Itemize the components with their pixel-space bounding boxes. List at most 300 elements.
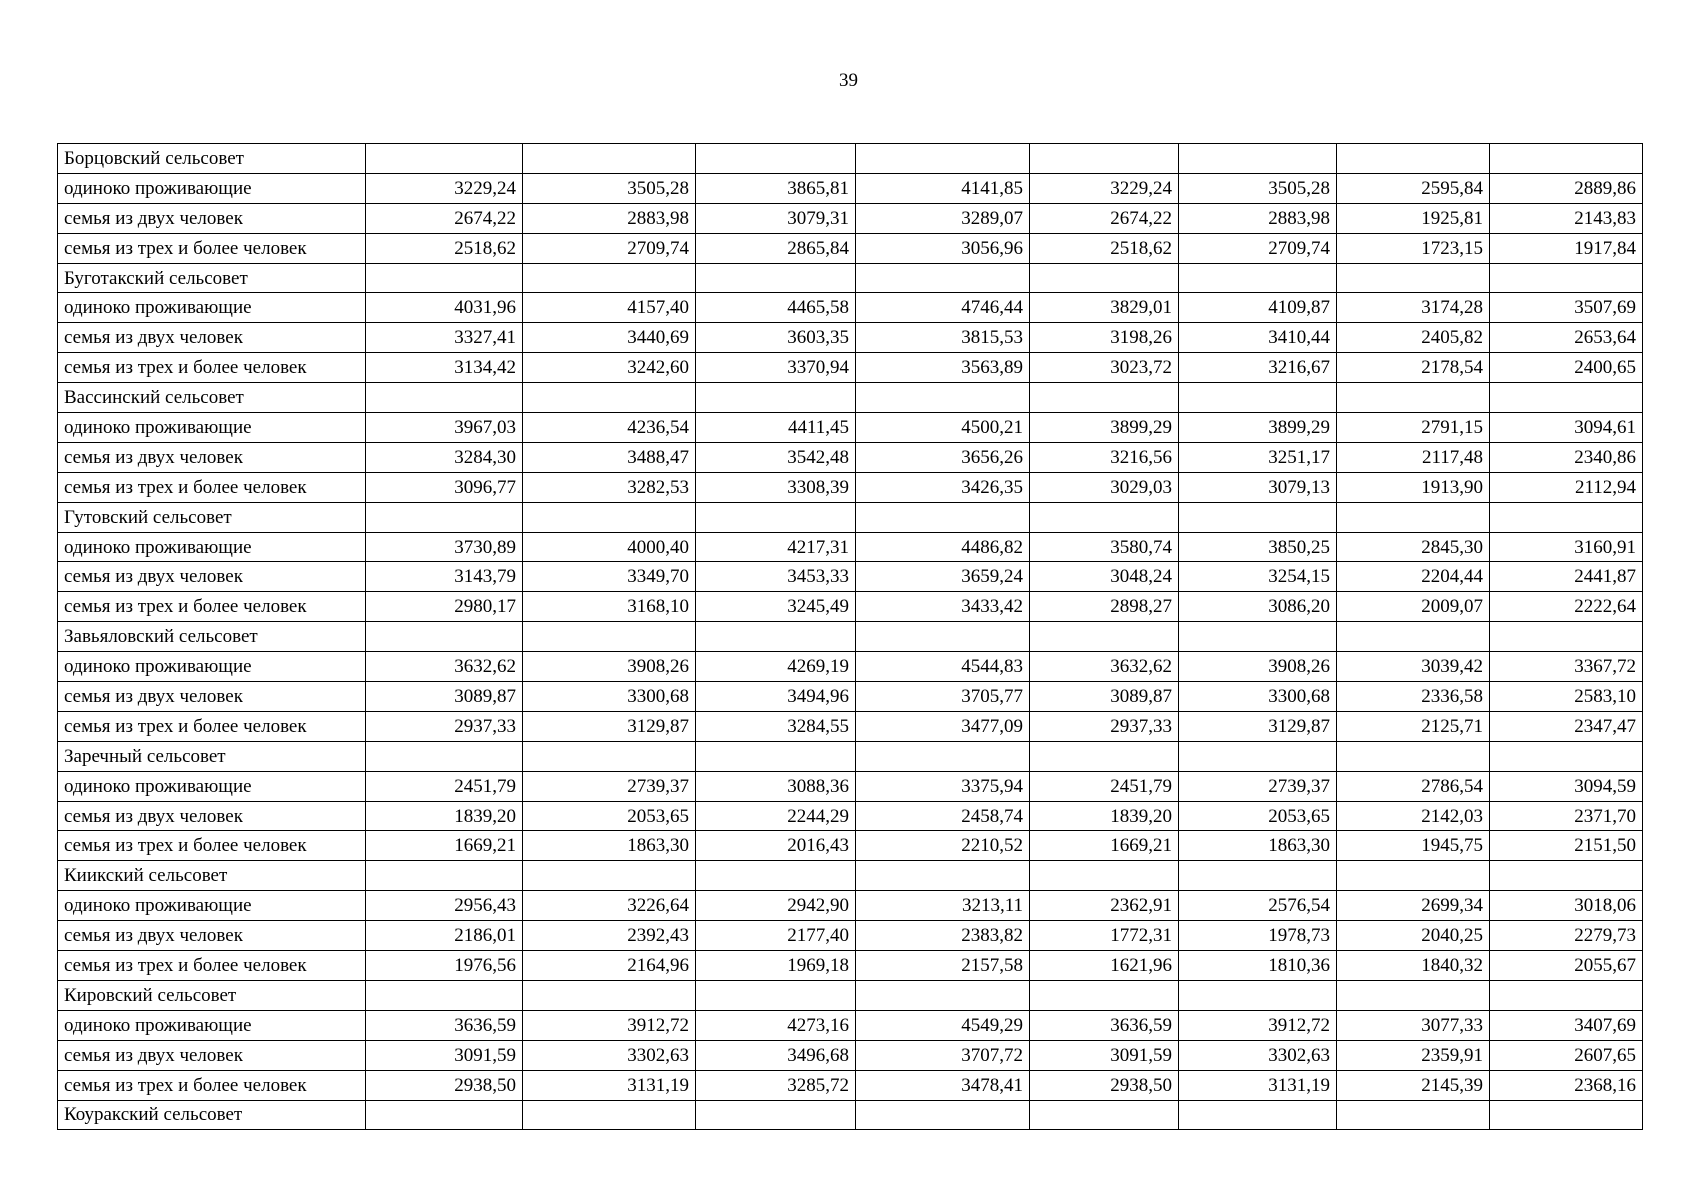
row-label-cell: семья из трех и более человек xyxy=(58,711,366,741)
table-row xyxy=(58,831,1643,861)
value-cell: 3908,26 xyxy=(523,652,696,682)
section-header-row xyxy=(58,741,1643,771)
value-cell: 2458,74 xyxy=(856,801,1030,831)
value-cell xyxy=(856,263,1030,293)
value-cell: 3505,28 xyxy=(1179,173,1337,203)
value-cell xyxy=(366,502,523,532)
value-cell: 4000,40 xyxy=(523,532,696,562)
value-cell: 3131,19 xyxy=(523,1070,696,1100)
value-cell: 3174,28 xyxy=(1337,293,1490,323)
value-cell xyxy=(1490,1100,1643,1130)
value-cell xyxy=(696,741,856,771)
value-cell xyxy=(1030,622,1179,652)
value-cell xyxy=(696,383,856,413)
value-cell: 3129,87 xyxy=(523,711,696,741)
section-header-row xyxy=(58,861,1643,891)
section-title-cell: Кировский сельсовет xyxy=(58,980,366,1010)
section-header-row xyxy=(58,144,1643,174)
value-cell: 3494,96 xyxy=(696,682,856,712)
value-cell xyxy=(1490,622,1643,652)
value-cell: 3370,94 xyxy=(696,353,856,383)
value-cell: 1863,30 xyxy=(1179,831,1337,861)
value-cell: 3300,68 xyxy=(1179,682,1337,712)
value-cell: 3477,09 xyxy=(856,711,1030,741)
value-cell: 3284,30 xyxy=(366,442,523,472)
value-cell xyxy=(1179,1100,1337,1130)
value-cell: 2400,65 xyxy=(1490,353,1643,383)
row-label-cell: одиноко проживающие xyxy=(58,1010,366,1040)
value-cell xyxy=(1337,1100,1490,1130)
value-cell: 3094,59 xyxy=(1490,771,1643,801)
value-cell: 3505,28 xyxy=(523,173,696,203)
table-row xyxy=(58,771,1643,801)
value-cell: 2383,82 xyxy=(856,921,1030,951)
value-cell xyxy=(856,144,1030,174)
value-cell: 3289,07 xyxy=(856,203,1030,233)
value-cell: 2151,50 xyxy=(1490,831,1643,861)
value-cell: 3056,96 xyxy=(856,233,1030,263)
section-title-cell: Буготакский сельсовет xyxy=(58,263,366,293)
value-cell: 2739,37 xyxy=(523,771,696,801)
value-cell xyxy=(523,741,696,771)
value-cell xyxy=(856,980,1030,1010)
row-label-cell: семья из двух человек xyxy=(58,682,366,712)
value-cell: 3327,41 xyxy=(366,323,523,353)
value-cell: 2889,86 xyxy=(1490,173,1643,203)
value-cell: 3134,42 xyxy=(366,353,523,383)
value-cell: 3899,29 xyxy=(1179,413,1337,443)
value-cell: 2125,71 xyxy=(1337,711,1490,741)
value-cell: 3018,06 xyxy=(1490,891,1643,921)
value-cell xyxy=(1179,144,1337,174)
value-cell: 2583,10 xyxy=(1490,682,1643,712)
value-cell: 3086,20 xyxy=(1179,592,1337,622)
value-cell: 3251,17 xyxy=(1179,442,1337,472)
value-cell: 1863,30 xyxy=(523,831,696,861)
table-row xyxy=(58,921,1643,951)
row-label-cell: семья из трех и более человек xyxy=(58,831,366,861)
value-cell: 3229,24 xyxy=(1030,173,1179,203)
value-cell: 3308,39 xyxy=(696,472,856,502)
value-cell: 2845,30 xyxy=(1337,532,1490,562)
section-header-row xyxy=(58,1100,1643,1130)
section-title-cell: Вассинский сельсовет xyxy=(58,383,366,413)
value-cell xyxy=(1030,1100,1179,1130)
value-cell: 2405,82 xyxy=(1337,323,1490,353)
table-row xyxy=(58,682,1643,712)
value-cell xyxy=(1179,741,1337,771)
value-cell: 3632,62 xyxy=(1030,652,1179,682)
section-header-row xyxy=(58,263,1643,293)
value-cell xyxy=(1337,980,1490,1010)
value-cell: 2451,79 xyxy=(366,771,523,801)
value-cell xyxy=(366,383,523,413)
value-cell: 2898,27 xyxy=(1030,592,1179,622)
value-cell: 3707,72 xyxy=(856,1040,1030,1070)
value-cell xyxy=(1337,502,1490,532)
value-cell xyxy=(1030,263,1179,293)
value-cell: 3091,59 xyxy=(366,1040,523,1070)
value-cell: 3300,68 xyxy=(523,682,696,712)
value-cell xyxy=(1490,980,1643,1010)
value-cell: 2699,34 xyxy=(1337,891,1490,921)
table-row xyxy=(58,562,1643,592)
page-number: 39 xyxy=(839,70,858,91)
table-row xyxy=(58,801,1643,831)
value-cell: 4465,58 xyxy=(696,293,856,323)
table-body xyxy=(58,144,1643,1130)
value-cell: 1925,81 xyxy=(1337,203,1490,233)
value-cell: 2009,07 xyxy=(1337,592,1490,622)
value-cell: 2956,43 xyxy=(366,891,523,921)
row-label-cell: одиноко проживающие xyxy=(58,652,366,682)
value-cell: 2709,74 xyxy=(523,233,696,263)
value-cell: 3282,53 xyxy=(523,472,696,502)
value-cell xyxy=(1030,861,1179,891)
table-row xyxy=(58,951,1643,981)
value-cell: 3829,01 xyxy=(1030,293,1179,323)
value-cell: 1723,15 xyxy=(1337,233,1490,263)
value-cell: 2709,74 xyxy=(1179,233,1337,263)
value-cell: 3302,63 xyxy=(1179,1040,1337,1070)
value-cell: 3229,24 xyxy=(366,173,523,203)
value-cell xyxy=(1179,263,1337,293)
value-cell: 4273,16 xyxy=(696,1010,856,1040)
value-cell xyxy=(523,861,696,891)
value-cell xyxy=(1337,861,1490,891)
value-cell: 2371,70 xyxy=(1490,801,1643,831)
table-row xyxy=(58,1040,1643,1070)
value-cell xyxy=(696,1100,856,1130)
value-cell: 3632,62 xyxy=(366,652,523,682)
value-cell: 2164,96 xyxy=(523,951,696,981)
section-title-cell: Завьяловский сельсовет xyxy=(58,622,366,652)
value-cell xyxy=(1490,383,1643,413)
value-cell: 4157,40 xyxy=(523,293,696,323)
value-cell: 3242,60 xyxy=(523,353,696,383)
value-cell: 3048,24 xyxy=(1030,562,1179,592)
value-cell xyxy=(1337,741,1490,771)
value-cell: 2518,62 xyxy=(366,233,523,263)
value-cell: 3216,67 xyxy=(1179,353,1337,383)
table-row xyxy=(58,442,1643,472)
value-cell: 3088,36 xyxy=(696,771,856,801)
value-cell xyxy=(523,980,696,1010)
value-cell xyxy=(1179,980,1337,1010)
value-cell xyxy=(366,263,523,293)
value-cell: 1810,36 xyxy=(1179,951,1337,981)
value-cell: 3563,89 xyxy=(856,353,1030,383)
value-cell: 3440,69 xyxy=(523,323,696,353)
value-cell: 1669,21 xyxy=(366,831,523,861)
value-cell xyxy=(523,1100,696,1130)
value-cell: 2674,22 xyxy=(366,203,523,233)
value-cell: 3077,33 xyxy=(1337,1010,1490,1040)
value-cell: 3213,11 xyxy=(856,891,1030,921)
value-cell: 2244,29 xyxy=(696,801,856,831)
table-row xyxy=(58,472,1643,502)
data-table xyxy=(57,143,1643,1130)
value-cell: 2053,65 xyxy=(523,801,696,831)
row-label-cell: семья из двух человек xyxy=(58,921,366,951)
value-cell: 3603,35 xyxy=(696,323,856,353)
value-cell xyxy=(366,622,523,652)
value-cell xyxy=(1490,861,1643,891)
value-cell xyxy=(1179,502,1337,532)
value-cell xyxy=(1490,741,1643,771)
value-cell: 2980,17 xyxy=(366,592,523,622)
value-cell: 2143,83 xyxy=(1490,203,1643,233)
value-cell: 4544,83 xyxy=(856,652,1030,682)
value-cell: 2178,54 xyxy=(1337,353,1490,383)
row-label-cell: семья из двух человек xyxy=(58,562,366,592)
value-cell xyxy=(1030,980,1179,1010)
value-cell: 2441,87 xyxy=(1490,562,1643,592)
value-cell: 2222,64 xyxy=(1490,592,1643,622)
section-header-row xyxy=(58,622,1643,652)
value-cell: 3302,63 xyxy=(523,1040,696,1070)
value-cell: 3656,26 xyxy=(856,442,1030,472)
value-cell: 3375,94 xyxy=(856,771,1030,801)
value-cell xyxy=(1490,144,1643,174)
value-cell: 3168,10 xyxy=(523,592,696,622)
value-cell: 2739,37 xyxy=(1179,771,1337,801)
value-cell: 2157,58 xyxy=(856,951,1030,981)
value-cell: 3029,03 xyxy=(1030,472,1179,502)
value-cell: 3131,19 xyxy=(1179,1070,1337,1100)
value-cell: 3349,70 xyxy=(523,562,696,592)
value-cell xyxy=(1337,263,1490,293)
value-cell: 3659,24 xyxy=(856,562,1030,592)
table-row xyxy=(58,1070,1643,1100)
value-cell: 1772,31 xyxy=(1030,921,1179,951)
value-cell xyxy=(696,622,856,652)
row-label-cell: семья из трех и более человек xyxy=(58,1070,366,1100)
value-cell: 2653,64 xyxy=(1490,323,1643,353)
value-cell: 3143,79 xyxy=(366,562,523,592)
value-cell xyxy=(1030,144,1179,174)
value-cell: 1839,20 xyxy=(366,801,523,831)
value-cell: 4269,19 xyxy=(696,652,856,682)
row-label-cell: семья из трех и более человек xyxy=(58,233,366,263)
value-cell: 1978,73 xyxy=(1179,921,1337,951)
value-cell: 3216,56 xyxy=(1030,442,1179,472)
table-row xyxy=(58,203,1643,233)
value-cell: 3410,44 xyxy=(1179,323,1337,353)
value-cell: 3453,33 xyxy=(696,562,856,592)
value-cell: 3433,42 xyxy=(856,592,1030,622)
value-cell: 4217,31 xyxy=(696,532,856,562)
row-label-cell: одиноко проживающие xyxy=(58,891,366,921)
value-cell: 3039,42 xyxy=(1337,652,1490,682)
value-cell: 4141,85 xyxy=(856,173,1030,203)
value-cell xyxy=(366,861,523,891)
table-row xyxy=(58,293,1643,323)
section-title-cell: Борцовский сельсовет xyxy=(58,144,366,174)
value-cell: 1913,90 xyxy=(1337,472,1490,502)
value-cell xyxy=(523,383,696,413)
value-cell: 2883,98 xyxy=(1179,203,1337,233)
value-cell: 3899,29 xyxy=(1030,413,1179,443)
table-row xyxy=(58,323,1643,353)
value-cell: 3912,72 xyxy=(523,1010,696,1040)
value-cell: 3426,35 xyxy=(856,472,1030,502)
section-header-row xyxy=(58,383,1643,413)
value-cell xyxy=(1179,383,1337,413)
value-cell xyxy=(1337,383,1490,413)
value-cell: 3478,41 xyxy=(856,1070,1030,1100)
value-cell xyxy=(856,741,1030,771)
value-cell: 3254,15 xyxy=(1179,562,1337,592)
value-cell: 2016,43 xyxy=(696,831,856,861)
value-cell: 3079,13 xyxy=(1179,472,1337,502)
value-cell: 3089,87 xyxy=(366,682,523,712)
row-label-cell: одиноко проживающие xyxy=(58,413,366,443)
table-row xyxy=(58,173,1643,203)
value-cell: 2937,33 xyxy=(1030,711,1179,741)
value-cell xyxy=(1337,622,1490,652)
value-cell xyxy=(696,861,856,891)
value-cell: 3850,25 xyxy=(1179,532,1337,562)
value-cell: 3542,48 xyxy=(696,442,856,472)
row-label-cell: семья из трех и более человек xyxy=(58,951,366,981)
value-cell: 2865,84 xyxy=(696,233,856,263)
table-row xyxy=(58,891,1643,921)
value-cell xyxy=(856,1100,1030,1130)
value-cell xyxy=(366,741,523,771)
value-cell xyxy=(1490,263,1643,293)
value-cell: 3496,68 xyxy=(696,1040,856,1070)
value-cell: 2040,25 xyxy=(1337,921,1490,951)
value-cell: 3488,47 xyxy=(523,442,696,472)
table-row xyxy=(58,711,1643,741)
section-title-cell: Киикский сельсовет xyxy=(58,861,366,891)
value-cell: 2942,90 xyxy=(696,891,856,921)
value-cell: 3908,26 xyxy=(1179,652,1337,682)
value-cell: 1839,20 xyxy=(1030,801,1179,831)
value-cell xyxy=(696,502,856,532)
value-cell: 2359,91 xyxy=(1337,1040,1490,1070)
value-cell: 3023,72 xyxy=(1030,353,1179,383)
value-cell: 2336,58 xyxy=(1337,682,1490,712)
value-cell: 4486,82 xyxy=(856,532,1030,562)
table-row xyxy=(58,532,1643,562)
value-cell: 2883,98 xyxy=(523,203,696,233)
value-cell: 3091,59 xyxy=(1030,1040,1179,1070)
value-cell: 4109,87 xyxy=(1179,293,1337,323)
value-cell: 2791,15 xyxy=(1337,413,1490,443)
table-row xyxy=(58,652,1643,682)
value-cell: 3865,81 xyxy=(696,173,856,203)
value-cell: 3730,89 xyxy=(366,532,523,562)
value-cell: 2053,65 xyxy=(1179,801,1337,831)
value-cell: 3367,72 xyxy=(1490,652,1643,682)
value-cell xyxy=(523,144,696,174)
value-cell xyxy=(856,861,1030,891)
value-cell: 3096,77 xyxy=(366,472,523,502)
value-cell: 2576,54 xyxy=(1179,891,1337,921)
value-cell xyxy=(1337,144,1490,174)
value-cell: 1621,96 xyxy=(1030,951,1179,981)
value-cell xyxy=(696,144,856,174)
value-cell: 4236,54 xyxy=(523,413,696,443)
section-header-row xyxy=(58,980,1643,1010)
value-cell: 2595,84 xyxy=(1337,173,1490,203)
row-label-cell: одиноко проживающие xyxy=(58,173,366,203)
value-cell xyxy=(1030,383,1179,413)
row-label-cell: одиноко проживающие xyxy=(58,532,366,562)
value-cell xyxy=(696,980,856,1010)
value-cell: 3089,87 xyxy=(1030,682,1179,712)
value-cell: 3226,64 xyxy=(523,891,696,921)
value-cell: 2938,50 xyxy=(1030,1070,1179,1100)
value-cell xyxy=(856,502,1030,532)
row-label-cell: семья из трех и более человек xyxy=(58,592,366,622)
value-cell xyxy=(523,263,696,293)
row-label-cell: семья из двух человек xyxy=(58,442,366,472)
value-cell: 2938,50 xyxy=(366,1070,523,1100)
value-cell xyxy=(366,144,523,174)
table-row xyxy=(58,233,1643,263)
value-cell: 3912,72 xyxy=(1179,1010,1337,1040)
table-row xyxy=(58,1010,1643,1040)
value-cell xyxy=(523,622,696,652)
value-cell: 3284,55 xyxy=(696,711,856,741)
value-cell: 2937,33 xyxy=(366,711,523,741)
value-cell: 2368,16 xyxy=(1490,1070,1643,1100)
value-cell: 2518,62 xyxy=(1030,233,1179,263)
value-cell: 3815,53 xyxy=(856,323,1030,353)
value-cell xyxy=(1179,861,1337,891)
value-cell xyxy=(856,383,1030,413)
value-cell: 3636,59 xyxy=(366,1010,523,1040)
value-cell: 2451,79 xyxy=(1030,771,1179,801)
row-label-cell: семья из двух человек xyxy=(58,801,366,831)
value-cell: 3407,69 xyxy=(1490,1010,1643,1040)
section-title-cell: Заречный сельсовет xyxy=(58,741,366,771)
table-row xyxy=(58,592,1643,622)
value-cell: 4411,45 xyxy=(696,413,856,443)
value-cell: 1669,21 xyxy=(1030,831,1179,861)
value-cell xyxy=(366,980,523,1010)
row-label-cell: семья из трех и более человек xyxy=(58,353,366,383)
value-cell xyxy=(523,502,696,532)
value-cell: 4549,29 xyxy=(856,1010,1030,1040)
row-label-cell: одиноко проживающие xyxy=(58,293,366,323)
row-label-cell: семья из двух человек xyxy=(58,323,366,353)
value-cell: 2607,65 xyxy=(1490,1040,1643,1070)
value-cell: 2186,01 xyxy=(366,921,523,951)
value-cell: 1840,32 xyxy=(1337,951,1490,981)
value-cell: 2142,03 xyxy=(1337,801,1490,831)
table-row xyxy=(58,353,1643,383)
value-cell xyxy=(856,622,1030,652)
value-cell: 4746,44 xyxy=(856,293,1030,323)
value-cell: 1976,56 xyxy=(366,951,523,981)
value-cell xyxy=(1030,741,1179,771)
value-cell: 2674,22 xyxy=(1030,203,1179,233)
value-cell: 4031,96 xyxy=(366,293,523,323)
value-cell: 3636,59 xyxy=(1030,1010,1179,1040)
value-cell: 3094,61 xyxy=(1490,413,1643,443)
value-cell: 4500,21 xyxy=(856,413,1030,443)
value-cell: 2145,39 xyxy=(1337,1070,1490,1100)
row-label-cell: одиноко проживающие xyxy=(58,771,366,801)
value-cell: 2177,40 xyxy=(696,921,856,951)
value-cell: 2786,54 xyxy=(1337,771,1490,801)
value-cell: 3705,77 xyxy=(856,682,1030,712)
value-cell: 3129,87 xyxy=(1179,711,1337,741)
